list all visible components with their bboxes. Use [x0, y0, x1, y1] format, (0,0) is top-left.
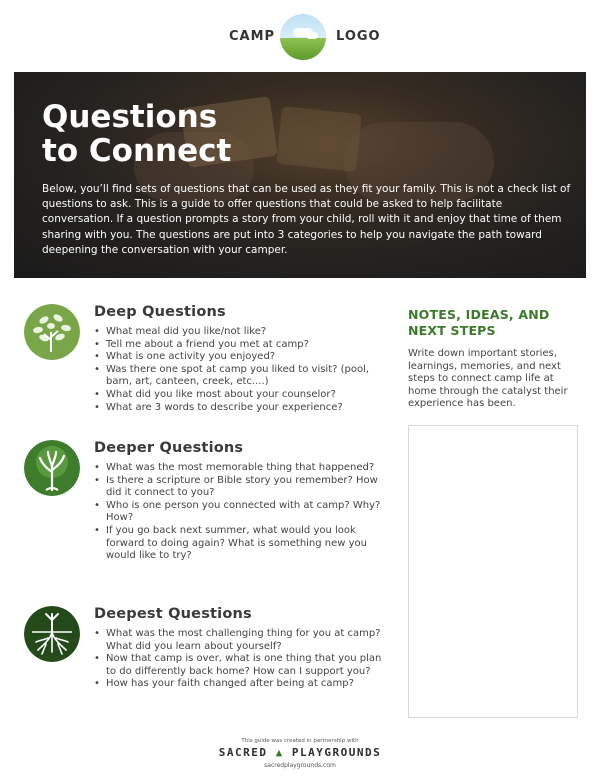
leafy-tree-icon: [24, 304, 80, 360]
list-item: • How has your faith changed after being at camp?: [94, 678, 394, 691]
pine-tree-icon: ▲: [275, 746, 284, 759]
question-list-deepest: [94, 628, 394, 691]
list-item: • What was the most challenging thing for you at camp? What did you learn about yourself?: [94, 628, 394, 653]
logo-text-right: LOGO: [336, 29, 381, 44]
footer-url[interactable]: sacredplaygrounds.com: [264, 762, 336, 769]
list-item: • What was the most memorable thing that happened?: [94, 462, 394, 475]
footer-brand-logo: [0, 746, 600, 759]
tree-trunk-icon: [24, 440, 80, 496]
notes-writing-box[interactable]: [408, 425, 578, 718]
question-list-deeper: [94, 462, 394, 563]
header-logo-row: [0, 14, 600, 60]
list-item: • If you go back next summer, what would you look forward to doing again? What is something new you would like to try?: [94, 525, 394, 563]
section-deepest-questions: [24, 606, 384, 716]
tree-roots-icon: [24, 606, 80, 662]
intro-paragraph: Below, you’ll find sets of questions that can be used as they fit your family. This is not a check list of questions to ask. This is a guide to offer questions that could be asked to help facilitate conversation. If a question prompts a story from your child, roll with it and enjoy that time of them sharing with you. The questions are put into 3 categories to help you navigate the path toward deepening the conversation with your camper.: [42, 183, 571, 256]
footer-partnership-note: This guide was created in partnership with: [241, 738, 359, 744]
list-item: • What are 3 words to describe your experience?: [94, 402, 394, 415]
list-item: • Tell me about a friend you met at camp?: [94, 339, 394, 352]
section-title-deeper: Deeper Questions: [94, 440, 244, 456]
logo-text-left: CAMP: [229, 29, 276, 44]
list-item: • What is one activity you enjoyed?: [94, 351, 394, 364]
camp-landscape-icon: [280, 14, 326, 60]
notes-title: NOTES, IDEAS, AND NEXT STEPS: [408, 307, 550, 338]
page-title: [42, 100, 231, 168]
footer-brand-right: PLAYGROUNDS: [291, 746, 382, 759]
section-title-deepest: Deepest Questions: [94, 606, 252, 622]
list-item: • Who is one person you connected with at camp? Why? How?: [94, 500, 394, 525]
section-deep-questions: [24, 304, 384, 414]
hero-banner: [14, 72, 586, 278]
list-item: • Is there a scripture or Bible story you remember? How did it connect to you?: [94, 475, 394, 500]
list-item: • Was there one spot at camp you liked to visit? (pool, barn, art, canteen, creek, etc....): [94, 364, 394, 389]
list-item: • What meal did you like/not like?: [94, 326, 394, 339]
list-item: • Now that camp is over, what is one thing that you plan to do differently back home? How can I support you?: [94, 653, 394, 678]
section-deeper-questions: [24, 440, 384, 580]
page-title-line1: Questions: [42, 99, 218, 135]
page-title-line2: to Connect: [42, 133, 232, 169]
section-title-deep: Deep Questions: [94, 304, 226, 320]
list-item: • What did you like most about your counselor?: [94, 389, 394, 402]
question-list-deep: [94, 326, 394, 414]
notes-description: Write down important stories, learnings, memories, and next steps to connect camp life at home through the catalyst their experience has been.: [408, 348, 568, 410]
footer-brand-left: SACRED: [218, 746, 268, 759]
